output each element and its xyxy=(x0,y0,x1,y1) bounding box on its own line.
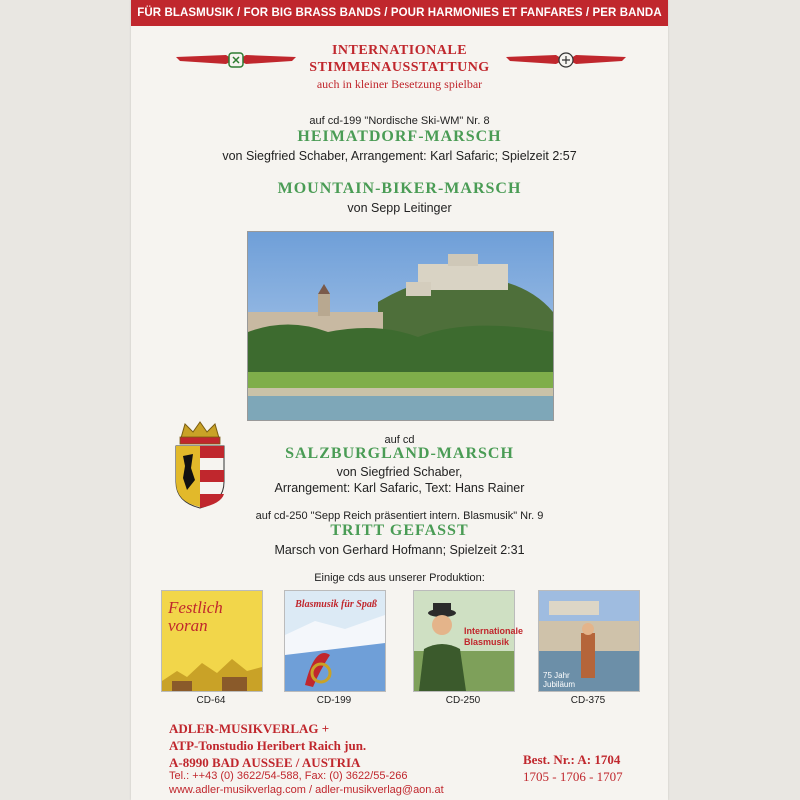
song-title: TRITT GEFASST xyxy=(330,522,469,539)
song-source: auf cd xyxy=(384,434,415,446)
cd-cover-text: Blasmusik für Spaß xyxy=(295,599,377,610)
song-credits-2: Arrangement: Karl Safaric, Text: Hans Rainer xyxy=(274,481,525,495)
cd-cover-199 xyxy=(284,590,386,692)
salzburg-photo xyxy=(247,231,554,421)
cd-cover-text: Festlich voran xyxy=(168,598,223,635)
footer-address: A-8990 BAD AUSSEE / AUSTRIA xyxy=(169,755,361,770)
intro-line-3: auch in kleiner Besetzung spielbar xyxy=(316,77,483,91)
song-credits: von Siegfried Schaber, Arrangement: Karl Safaric; Spielzeit 2:57 xyxy=(222,149,577,163)
cd-label: CD-64 xyxy=(196,695,226,706)
header-band: FÜR BLASMUSIK / FOR BIG BRASS BANDS / POUR HARMONIES ET FANFARES / PER BANDA xyxy=(131,0,668,26)
cd-cover-text: Internationale Blasmusik xyxy=(464,626,524,647)
footer-phone: Tel.: ++43 (0) 3622/54-588, Fax: (0) 3622/55-266 xyxy=(169,770,408,782)
cd-cover-250 xyxy=(413,590,524,692)
song-title: MOUNTAIN-BIKER-MARSCH xyxy=(277,180,522,197)
cd-label: CD-250 xyxy=(445,695,481,706)
intro-line-1: INTERNATIONALE xyxy=(331,43,468,58)
footer-company: ADLER-MUSIKVERLAG + xyxy=(169,721,330,736)
song-credits: von Sepp Leitinger xyxy=(347,201,452,215)
song-title: SALZBURGLAND-MARSCH xyxy=(285,445,514,462)
cd-cover-text: 75 Jahr Jubiläum xyxy=(543,671,576,689)
song-source: auf cd-250 "Sepp Reich präsentiert intern. Blasmusik" Nr. 9 xyxy=(255,510,544,522)
footer-studio: ATP-Tonstudio Heribert Raich jun. xyxy=(169,738,367,753)
song-credits: von Siegfried Schaber, xyxy=(336,465,463,479)
catalog-page xyxy=(131,0,668,800)
cd-label: CD-375 xyxy=(570,695,606,706)
cds-heading: Einige cds aus unserer Produktion: xyxy=(314,572,485,584)
order-number: Best. Nr.: A: 1704 xyxy=(523,752,621,767)
cd-label: CD-199 xyxy=(316,695,352,706)
song-credits: Marsch von Gerhard Hofmann; Spielzeit 2:31 xyxy=(274,543,525,557)
intro-line-2: STIMMENAUSSTATTUNG xyxy=(309,60,490,75)
order-number-more: 1705 - 1706 - 1707 xyxy=(523,769,623,784)
cd-cover-375 xyxy=(538,590,640,692)
song-title: HEIMATDORF-MARSCH xyxy=(297,128,502,145)
cd-cover-64 xyxy=(161,590,263,692)
song-source: auf cd-199 "Nordische Ski-WM" Nr. 8 xyxy=(309,115,490,127)
footer-web[interactable]: www.adler-musikverlag.com / adler-musikverlag@aon.at xyxy=(169,784,444,796)
